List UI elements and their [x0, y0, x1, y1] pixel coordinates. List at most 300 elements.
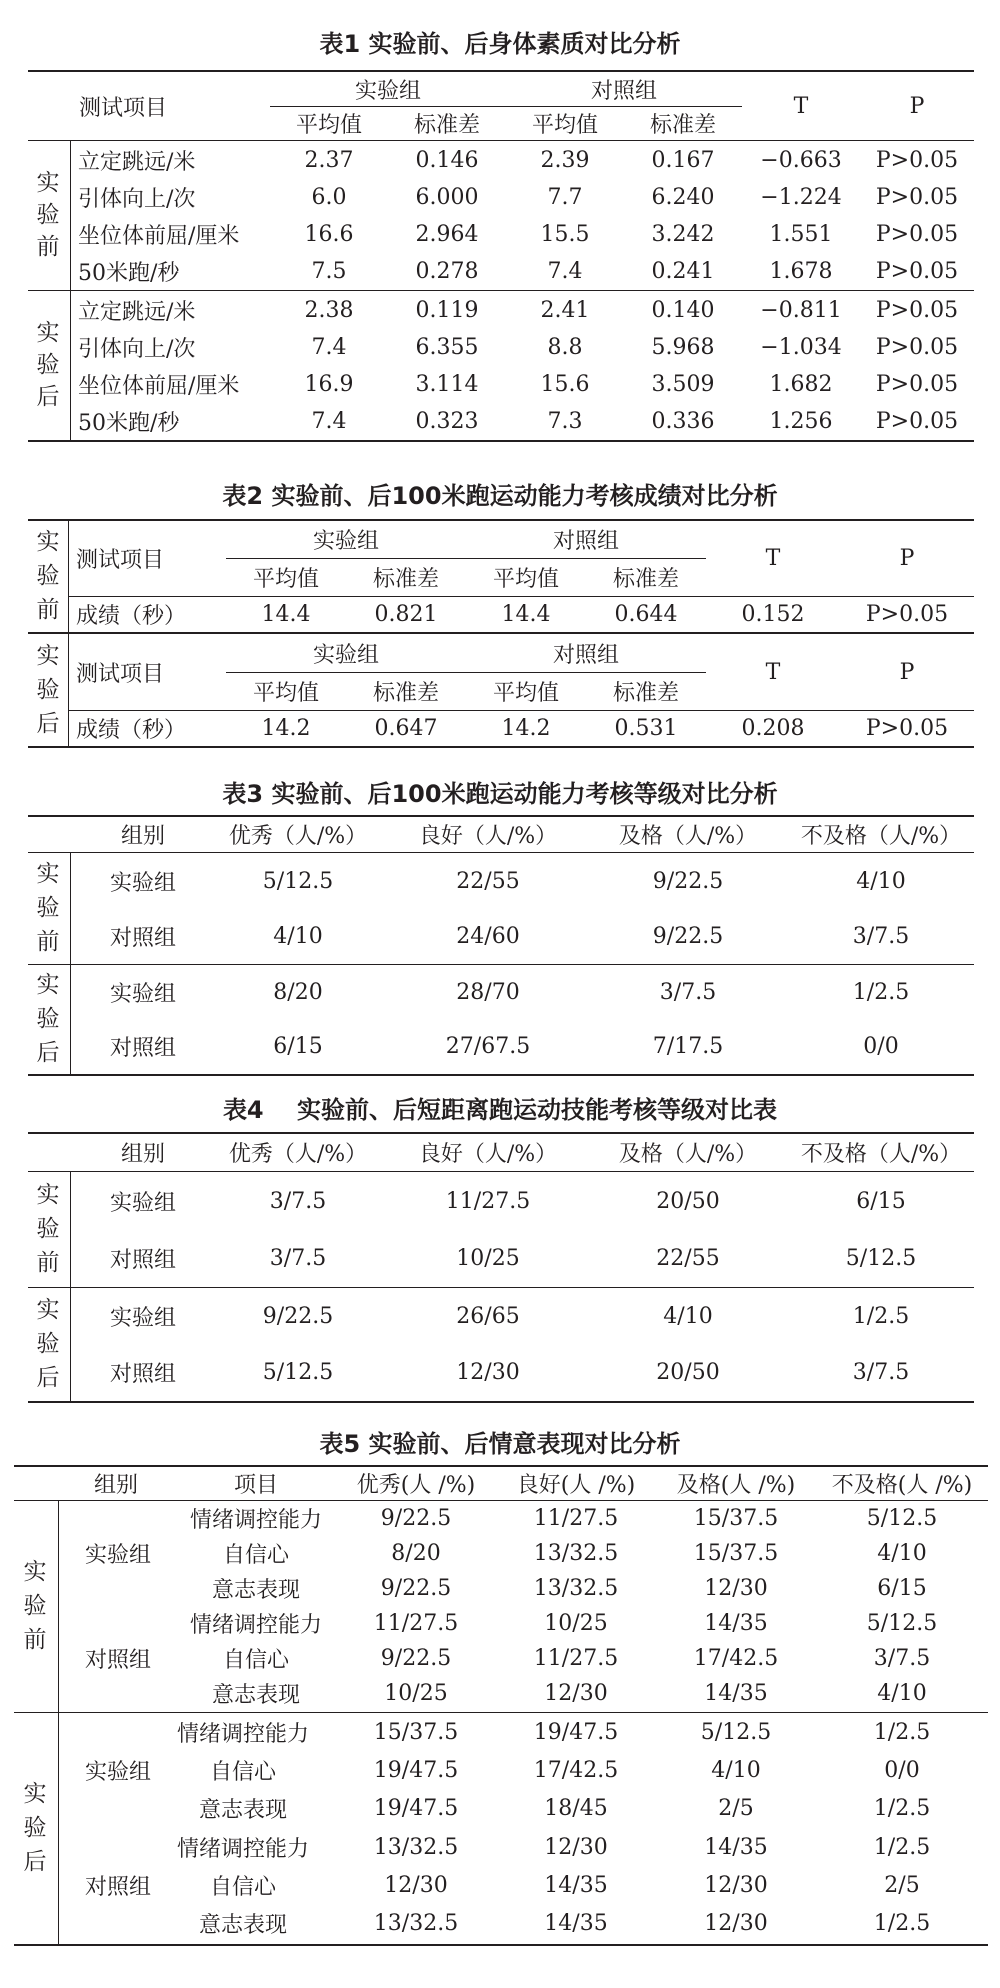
header-exp-mean: 平均值	[295, 112, 362, 138]
table-cell: 2/5	[884, 1872, 920, 1898]
table-rule	[270, 106, 742, 107]
table-row	[0, 1751, 1000, 1789]
table-cell: 后	[36, 1040, 60, 1066]
table-5	[0, 1420, 1000, 1988]
table-cell: 11/27.5	[533, 1646, 619, 1671]
table-cell: 成绩（秒）	[76, 718, 187, 743]
table-cell: 3/7.5	[852, 1359, 910, 1385]
table-cell: 情绪调控能力	[189, 1613, 322, 1638]
table-cell: 组别	[93, 1472, 138, 1498]
table-cell: 7.4	[547, 259, 583, 284]
table-cell: 实验组	[109, 981, 176, 1007]
table-cell: 4/10	[877, 1541, 927, 1566]
table-cell: 意志表现	[211, 1683, 300, 1708]
table-rule	[14, 1944, 988, 1946]
table-row	[0, 711, 1000, 746]
table-cell: 22/55	[656, 1245, 720, 1271]
table-cell: 6.355	[415, 335, 479, 360]
table-cell: 0.821	[374, 602, 438, 627]
table-cell: 19/47.5	[373, 1757, 459, 1783]
table-cell: 7.5	[311, 259, 347, 284]
table-cell: 优秀(人 /%)	[356, 1472, 476, 1498]
table-cell: 13/32.5	[533, 1576, 619, 1601]
table-cell: 前	[23, 1627, 47, 1653]
table-cell: 标准差	[372, 680, 439, 706]
table-cell: 14/35	[704, 1834, 768, 1860]
table-cell: 17/42.5	[533, 1757, 619, 1783]
table-cell: 16.6	[304, 222, 354, 247]
table-cell: P>0.05	[875, 148, 959, 173]
table-cell: 10/25	[384, 1681, 448, 1706]
table-cell: 19/47.5	[533, 1719, 619, 1745]
table-cell: 项目	[233, 1472, 278, 1498]
table-cell: 5/12.5	[700, 1719, 772, 1745]
table-cell: 10/25	[456, 1245, 520, 1271]
table-cell: 5/12.5	[845, 1245, 917, 1271]
table-row	[0, 216, 1000, 253]
table-cell: 12/30	[544, 1834, 608, 1860]
table-cell: 0.208	[741, 716, 805, 741]
table-cell: 及格（人/%）	[618, 823, 758, 849]
table-cell: 1/2.5	[852, 979, 910, 1005]
table-cell: 6/15	[877, 1576, 927, 1601]
table-cell: 4/10	[711, 1757, 761, 1783]
table-1	[0, 0, 1000, 460]
table-cell: 5/12.5	[866, 1611, 938, 1636]
table-cell: 验	[36, 352, 60, 378]
table-rule	[226, 558, 706, 559]
table-cell: 9/22.5	[652, 868, 724, 894]
table-row	[0, 253, 1000, 290]
table-row	[0, 403, 1000, 440]
table-cell: 后	[23, 1849, 47, 1875]
table-cell: 4/10	[877, 1681, 927, 1706]
table-cell: 平均值	[252, 566, 319, 592]
table-cell: −1.034	[760, 335, 842, 360]
table-cell: 10/25	[544, 1611, 608, 1636]
table-cell: 14.4	[501, 602, 551, 627]
table-cell: 后	[36, 1365, 60, 1391]
table-cell: −0.663	[760, 148, 842, 173]
table-cell: 8/20	[391, 1541, 441, 1566]
table-3	[0, 760, 1000, 1066]
table-rule	[28, 746, 974, 748]
table-cell: 3/7.5	[873, 1646, 931, 1671]
table-cell: 7.3	[547, 409, 583, 434]
table-cell: 0.531	[614, 716, 678, 741]
table-cell: 0.119	[415, 298, 479, 323]
table-cell: 27/67.5	[445, 1033, 531, 1059]
table-cell: 情绪调控能力	[176, 1721, 309, 1747]
table-cell: 11/27.5	[445, 1188, 531, 1214]
table-cell: 13/32.5	[373, 1911, 459, 1936]
table-cell: 实	[36, 1297, 60, 1323]
table-cell: 3.114	[415, 372, 479, 397]
table-cell: 情绪调控能力	[176, 1836, 309, 1862]
table-cell: 对照组	[109, 925, 176, 951]
table-cell: 2.964	[415, 222, 479, 247]
header-exp-sd: 标准差	[413, 112, 480, 138]
table-row	[0, 142, 1000, 179]
table-cell: 实	[36, 643, 60, 669]
table-cell: 15.5	[540, 222, 590, 247]
table-cell: 1/2.5	[852, 1303, 910, 1329]
table-2-caption: 表2 实验前、后100米跑运动能力考核成绩对比分析	[222, 482, 778, 510]
table-cell: 对照组	[109, 1361, 176, 1387]
table-cell: 0.140	[651, 298, 715, 323]
table-1-caption: 表1 实验前、后身体素质对比分析	[319, 30, 681, 58]
table-cell: 8/20	[273, 979, 323, 1005]
table-cell: 成绩（秒）	[76, 604, 187, 629]
table-cell: P>0.05	[875, 298, 959, 323]
table-row	[0, 1904, 1000, 1943]
table-cell: 6/15	[856, 1188, 906, 1214]
table-cell: 自信心	[222, 1648, 289, 1673]
table-cell: 3.242	[651, 222, 715, 247]
table-row	[0, 853, 1000, 909]
table-cell: 19/47.5	[373, 1796, 459, 1821]
table-row	[0, 1789, 1000, 1828]
table-row	[0, 1019, 1000, 1073]
table-cell: 组别	[120, 823, 165, 849]
group-label: 对照组	[84, 1648, 151, 1673]
table-rule	[28, 140, 974, 141]
table-cell: 0.647	[374, 716, 438, 741]
table-cell: 0.278	[415, 259, 479, 284]
table-cell: T	[765, 659, 781, 685]
table-cell: 0.323	[415, 409, 479, 434]
table-cell: 实验组	[312, 642, 379, 668]
table-cell: 3.509	[651, 372, 715, 397]
table-cell: 实验组	[109, 1305, 176, 1331]
table-row	[0, 597, 1000, 632]
table-cell: 平均值	[252, 680, 319, 706]
table-4-caption: 表4 实验前、后短距离跑运动技能考核等级对比表	[222, 1096, 778, 1124]
table-cell: 验	[36, 1216, 60, 1242]
table-cell: 9/22.5	[380, 1646, 452, 1671]
table-row	[0, 1230, 1000, 1286]
table-cell: P>0.05	[875, 372, 959, 397]
table-cell: 12/30	[384, 1872, 448, 1898]
table-cell: 8.8	[547, 335, 583, 360]
table-cell: 5/12.5	[866, 1506, 938, 1531]
table-row	[0, 1828, 1000, 1866]
table-cell: 4/10	[663, 1303, 713, 1329]
table-cell: 0.146	[415, 148, 479, 173]
table-cell: 3/7.5	[269, 1245, 327, 1271]
table-row	[0, 1606, 1000, 1641]
table-row	[0, 1344, 1000, 1400]
table-cell: P>0.05	[875, 335, 959, 360]
table-row	[0, 179, 1000, 216]
table-cell: 组别	[120, 1141, 165, 1167]
table-cell: 15/37.5	[373, 1719, 459, 1745]
table-cell: 2.38	[304, 298, 354, 323]
table-cell: 12/30	[704, 1872, 768, 1898]
group-label: 对照组	[84, 1875, 151, 1900]
table-cell: 标准差	[612, 680, 679, 706]
table-cell: 情绪调控能力	[189, 1508, 322, 1533]
table-cell: 验	[36, 677, 60, 703]
table-cell: 7.7	[547, 185, 583, 210]
table-cell: 不及格（人/%）	[800, 823, 962, 849]
table-cell: 立定跳远/米	[78, 300, 196, 325]
table-cell: 前	[36, 929, 60, 955]
table-cell: 验	[36, 895, 60, 921]
table-cell: 实	[36, 529, 60, 555]
table-cell: 22/55	[456, 868, 520, 894]
table-cell: 9/22.5	[652, 923, 724, 949]
table-row	[0, 1172, 1000, 1230]
table-cell: 14/35	[544, 1911, 608, 1936]
table-cell: 1.678	[769, 259, 833, 284]
table-5-caption: 表5 实验前、后情意表现对比分析	[319, 1430, 681, 1458]
table-cell: 14.4	[261, 602, 311, 627]
table-cell: 12/30	[704, 1576, 768, 1601]
table-cell: 13/32.5	[533, 1541, 619, 1566]
table-cell: 5/12.5	[262, 1359, 334, 1385]
table-row	[0, 1288, 1000, 1344]
table-cell: 自信心	[209, 1759, 276, 1785]
table-cell: 9/22.5	[380, 1576, 452, 1601]
table-cell: 验	[23, 1593, 47, 1619]
table-cell: 50米跑/秒	[78, 411, 180, 436]
table-cell: 测试项目	[76, 547, 165, 573]
table-cell: P>0.05	[875, 185, 959, 210]
header-t: T	[793, 93, 809, 119]
table-rule	[28, 1074, 974, 1076]
table-cell: 及格(人 /%)	[676, 1472, 796, 1498]
table-cell: P>0.05	[865, 716, 949, 741]
table-rule	[226, 672, 706, 673]
group-label: 实验组	[84, 1760, 151, 1785]
table-cell: 2.39	[540, 148, 590, 173]
table-cell: 50米跑/秒	[78, 261, 180, 286]
table-row	[0, 965, 1000, 1019]
table-2	[0, 460, 1000, 760]
table-3-caption: 表3 实验前、后100米跑运动能力考核等级对比分析	[222, 780, 778, 808]
table-cell: 15.6	[540, 372, 590, 397]
table-row	[0, 329, 1000, 366]
table-cell: 意志表现	[198, 1913, 287, 1938]
table-cell: 15/37.5	[693, 1541, 779, 1566]
table-cell: 验	[36, 1006, 60, 1032]
table-row	[0, 1501, 1000, 1536]
table-cell: 后	[36, 711, 60, 737]
table-cell: 引体向上/次	[78, 337, 196, 362]
table-cell: 坐位体前屈/厘米	[78, 224, 240, 249]
table-cell: 0/0	[863, 1033, 899, 1059]
table-cell: 14.2	[261, 716, 311, 741]
header-p: P	[909, 93, 925, 119]
table-cell: 12/30	[456, 1359, 520, 1385]
table-cell: 11/27.5	[533, 1506, 619, 1531]
table-cell: 对照组	[552, 642, 619, 668]
header-exp-group: 实验组	[354, 78, 421, 104]
table-4-header	[0, 1133, 1000, 1171]
table-cell: 对照组	[109, 1035, 176, 1061]
table-cell: 前	[36, 1250, 60, 1276]
table-cell: 实	[36, 972, 60, 998]
table-cell: P>0.05	[875, 409, 959, 434]
table-cell: 良好（人/%）	[418, 1141, 558, 1167]
table-cell: 验	[36, 202, 60, 228]
table-cell: P>0.05	[865, 602, 949, 627]
header-ctrl-group: 对照组	[590, 78, 657, 104]
table-rule	[28, 1401, 974, 1403]
table-cell: 1/2.5	[873, 1911, 931, 1936]
table-cell: 平均值	[492, 566, 559, 592]
table-row	[0, 292, 1000, 329]
table-cell: 0.167	[651, 148, 715, 173]
table-cell: 6/15	[273, 1033, 323, 1059]
table-3-header	[0, 816, 1000, 852]
table-rule	[28, 440, 974, 442]
table-cell: 1/2.5	[873, 1834, 931, 1860]
table-cell: 9/22.5	[380, 1506, 452, 1531]
table-cell: 0.152	[741, 602, 805, 627]
table-cell: 24/60	[456, 923, 520, 949]
table-row	[0, 1536, 1000, 1571]
table-cell: 自信心	[222, 1543, 289, 1568]
table-cell: 引体向上/次	[78, 187, 196, 212]
header-test-item: 测试项目	[78, 95, 167, 121]
table-cell: 5/12.5	[262, 868, 334, 894]
table-cell: 7.4	[311, 335, 347, 360]
table-rule	[28, 290, 974, 291]
table-cell: 0.336	[651, 409, 715, 434]
table-cell: 立定跳远/米	[78, 150, 196, 175]
table-cell: 14.2	[501, 716, 551, 741]
table-cell: 9/22.5	[262, 1303, 334, 1329]
table-cell: 0.241	[651, 259, 715, 284]
table-cell: 验	[36, 563, 60, 589]
table-cell: 实	[23, 1781, 47, 1807]
table-cell: P	[899, 545, 915, 571]
table-cell: 不及格(人 /%)	[831, 1472, 973, 1498]
table-cell: 对照组	[109, 1247, 176, 1273]
table-cell: 实验组	[312, 528, 379, 554]
table-row	[0, 1713, 1000, 1751]
table-cell: 2/5	[718, 1796, 754, 1821]
table-cell: 4/10	[856, 868, 906, 894]
group-label: 实验组	[84, 1543, 151, 1568]
table-cell: 优秀（人/%）	[228, 1141, 368, 1167]
table-cell: 20/50	[656, 1188, 720, 1214]
table-cell: 5.968	[651, 335, 715, 360]
table-cell: 4/10	[273, 923, 323, 949]
table-cell: 6.240	[651, 185, 715, 210]
table-cell: 实	[36, 170, 60, 196]
table-cell: 12/30	[544, 1681, 608, 1706]
table-cell: 测试项目	[76, 661, 165, 687]
table-cell: 1.682	[769, 372, 833, 397]
table-cell: 优秀（人/%）	[228, 823, 368, 849]
table-row	[0, 366, 1000, 403]
table-cell: 标准差	[372, 566, 439, 592]
table-cell: 14/35	[704, 1681, 768, 1706]
table-cell: 14/35	[704, 1611, 768, 1636]
table-cell: 不及格（人/%）	[800, 1141, 962, 1167]
table-cell: 11/27.5	[373, 1611, 459, 1636]
table-cell: 实	[23, 1559, 47, 1585]
table-cell: 实	[36, 861, 60, 887]
table-cell: 6.0	[311, 185, 347, 210]
table-cell: 7/17.5	[652, 1033, 724, 1059]
table-row	[0, 1676, 1000, 1711]
table-cell: 18/45	[544, 1796, 608, 1821]
table-cell: 16.9	[304, 372, 354, 397]
table-cell: 实	[36, 320, 60, 346]
table-cell: 2.37	[304, 148, 354, 173]
table-cell: 意志表现	[211, 1578, 300, 1603]
table-cell: P	[899, 659, 915, 685]
table-cell: 6.000	[415, 185, 479, 210]
table-cell: 1/2.5	[873, 1719, 931, 1745]
header-ctrl-sd: 标准差	[649, 112, 716, 138]
header-ctrl-mean: 平均值	[531, 112, 598, 138]
table-cell: 3/7.5	[269, 1188, 327, 1214]
table-row	[0, 909, 1000, 963]
table-cell: 标准差	[612, 566, 679, 592]
table-cell: 前	[36, 234, 60, 260]
table-cell: 15/37.5	[693, 1506, 779, 1531]
table-cell: 3/7.5	[659, 979, 717, 1005]
table-cell: 良好(人 /%)	[516, 1472, 636, 1498]
table-cell: T	[765, 545, 781, 571]
table-cell: 验	[23, 1815, 47, 1841]
table-cell: 意志表现	[198, 1798, 287, 1823]
table-cell: 1.256	[769, 409, 833, 434]
table-cell: −1.224	[760, 185, 842, 210]
table-cell: 1/2.5	[873, 1796, 931, 1821]
table-cell: 14/35	[544, 1872, 608, 1898]
table-cell: −0.811	[760, 298, 842, 323]
table-cell: P>0.05	[875, 222, 959, 247]
table-cell: 实	[36, 1182, 60, 1208]
table-cell: 对照组	[552, 528, 619, 554]
table-cell: P>0.05	[875, 259, 959, 284]
table-cell: 2.41	[540, 298, 590, 323]
table-cell: 验	[36, 1331, 60, 1357]
table-cell: 12/30	[704, 1911, 768, 1936]
table-row	[0, 1866, 1000, 1904]
table-row	[0, 1641, 1000, 1676]
table-cell: 13/32.5	[373, 1834, 459, 1860]
table-cell: 20/50	[656, 1359, 720, 1385]
table-cell: 0.644	[614, 602, 678, 627]
table-row	[0, 1571, 1000, 1606]
table-cell: 及格（人/%）	[618, 1141, 758, 1167]
table-cell: 26/65	[456, 1303, 520, 1329]
table-4	[0, 1090, 1000, 1410]
table-cell: 3/7.5	[852, 923, 910, 949]
table-5-header	[0, 1466, 1000, 1500]
table-cell: 28/70	[456, 979, 520, 1005]
table-cell: 平均值	[492, 680, 559, 706]
table-cell: 17/42.5	[693, 1646, 779, 1671]
table-cell: 自信心	[209, 1874, 276, 1900]
table-cell: 7.4	[311, 409, 347, 434]
table-cell: 坐位体前屈/厘米	[78, 374, 240, 399]
table-cell: 后	[36, 384, 60, 410]
table-cell: 0/0	[884, 1757, 920, 1783]
table-cell: 实验组	[109, 870, 176, 896]
table-cell: 前	[36, 597, 60, 623]
table-cell: 1.551	[769, 222, 833, 247]
table-cell: 实验组	[109, 1190, 176, 1216]
table-cell: 良好（人/%）	[418, 823, 558, 849]
